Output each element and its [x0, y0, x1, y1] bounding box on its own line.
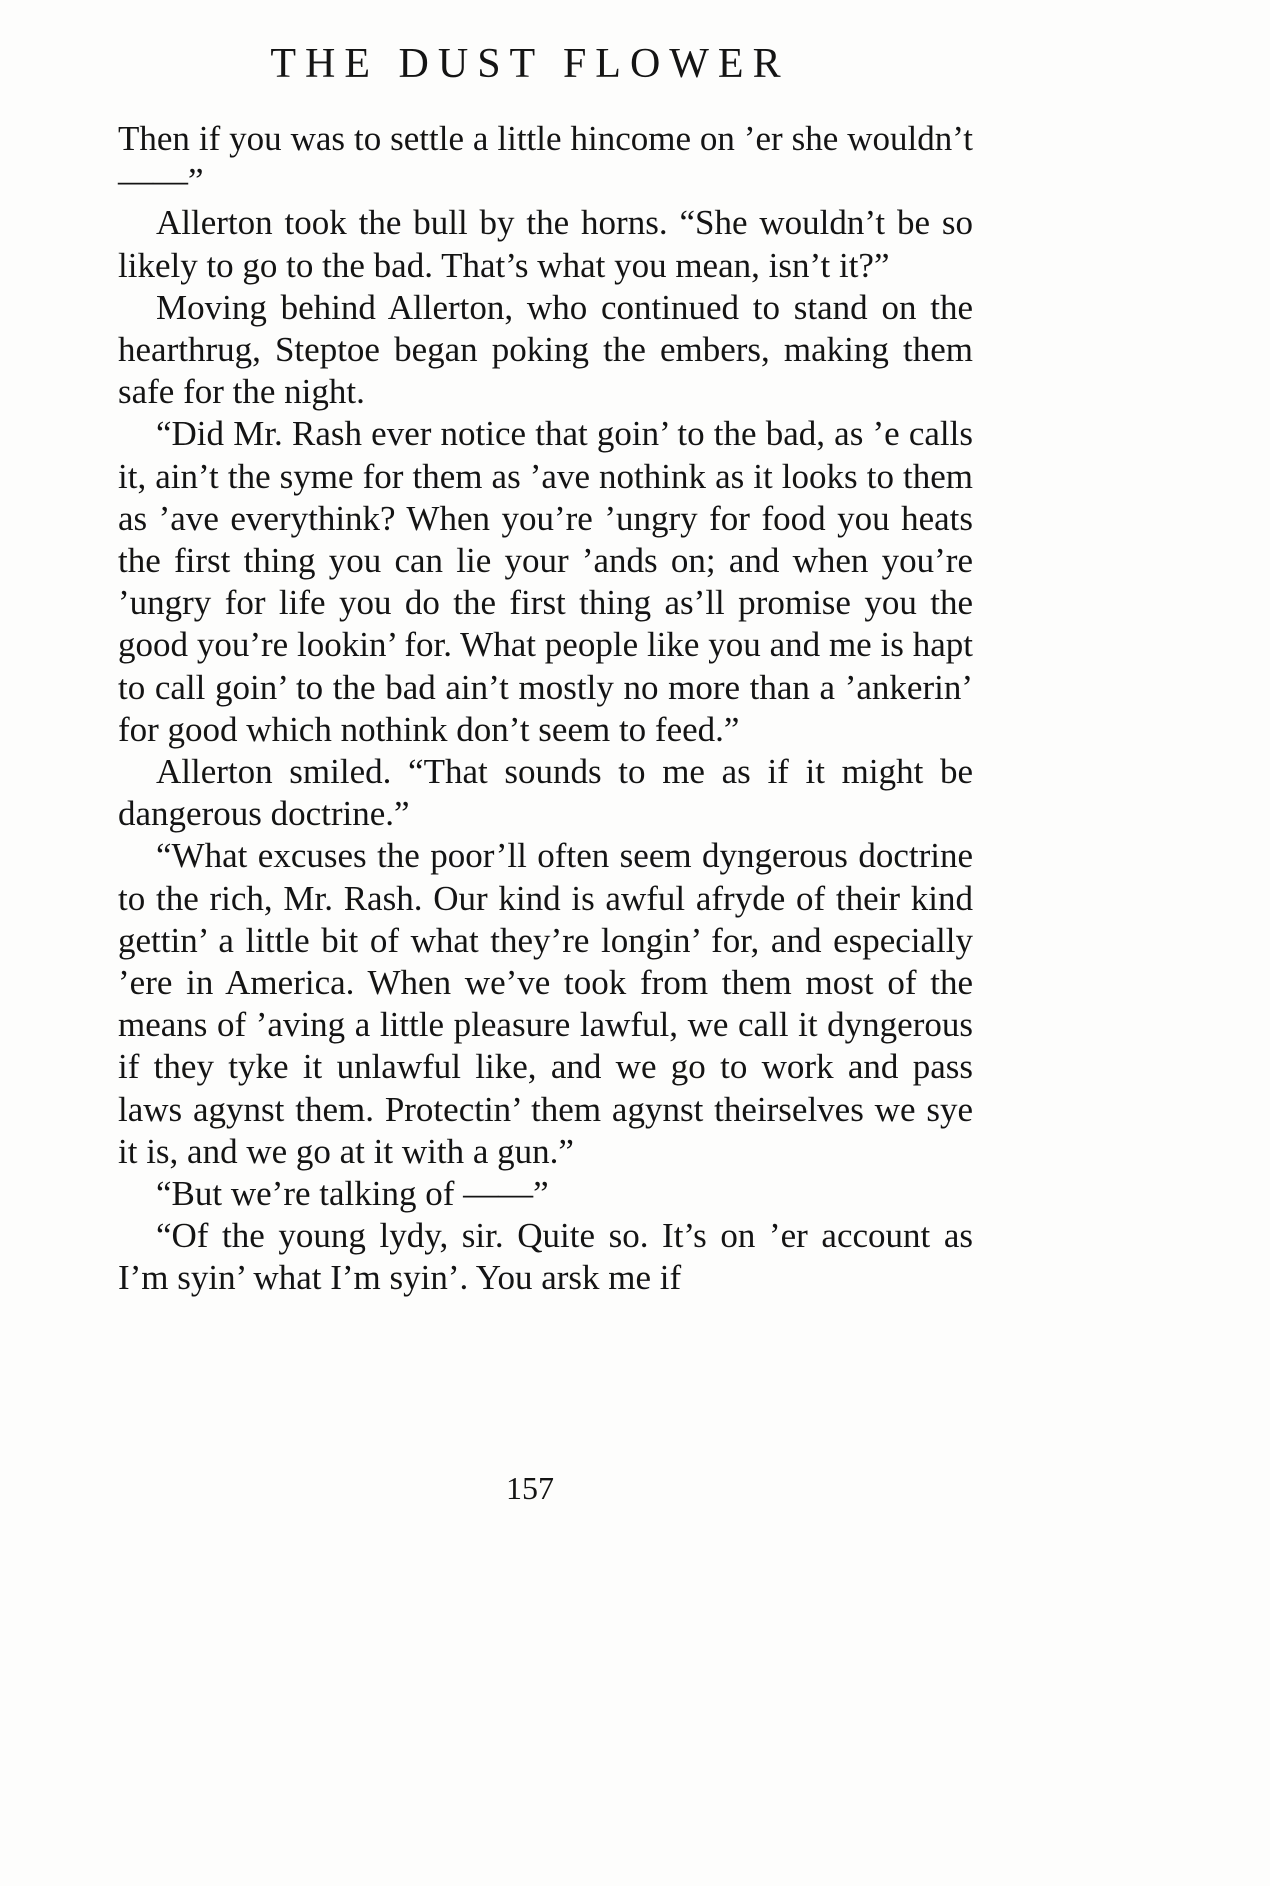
running-head-title: THE DUST FLOWER [270, 41, 790, 87]
paragraph-1: Then if you was to settle a little hincome on ’er she wouldn’t ——” [118, 119, 973, 201]
paragraph-2: Allerton took the bull by the horns. “She wouldn’t be so likely to go to the bad. That’s what you mean, isn’t it?” [118, 203, 973, 285]
paragraph-6: “What excuses the poor’ll often seem dyngerous doctrine to the rich, Mr. Rash. Our kind is awful afryde of their kind gettin’ a little bit of what they’re longin’ for, and especially ’ere in America. When we’ve took from them most of the means of ’aving a little pleasure lawful, we call it dyngerous if they tyke it unlawful like, and we go to work and pass laws agynst them. Protectin’ them agynst theirselves we sye it is, and we go at it with a gun.” [118, 836, 973, 1171]
paragraph-3: Moving behind Allerton, who continued to stand on the hearthrug, Steptoe began poking the embers, making them safe for the night. [118, 287, 973, 412]
paragraph-4: “Did Mr. Rash ever notice that goin’ to the bad, as ’e calls it, ain’t the syme for them as ’ave nothink as it looks to them as ’ave everythink? When you’re ’ungry for food you heats the first thing you can lie your ’ands on; and when you’re ’ungry for life you do the first thing as’ll promise you the good you’re lookin’ for. What people like you and me is hapt to call goin’ to the bad ain’t mostly no more than a ’ankerin’ for good which nothink don’t seem to feed.” [118, 414, 973, 749]
paragraph-7: “But we’re talking of ——” [156, 1174, 549, 1214]
paragraph-8: “Of the young lydy, sir. Quite so. It’s on ’er account as I’m syin’ what I’m syin’. You arsk me if [118, 1216, 973, 1298]
paragraph-5: Allerton smiled. “That sounds to me as if it might be dangerous doctrine.” [118, 752, 973, 834]
page-number: 157 [506, 1470, 554, 1506]
body-text [118, 118, 973, 1300]
